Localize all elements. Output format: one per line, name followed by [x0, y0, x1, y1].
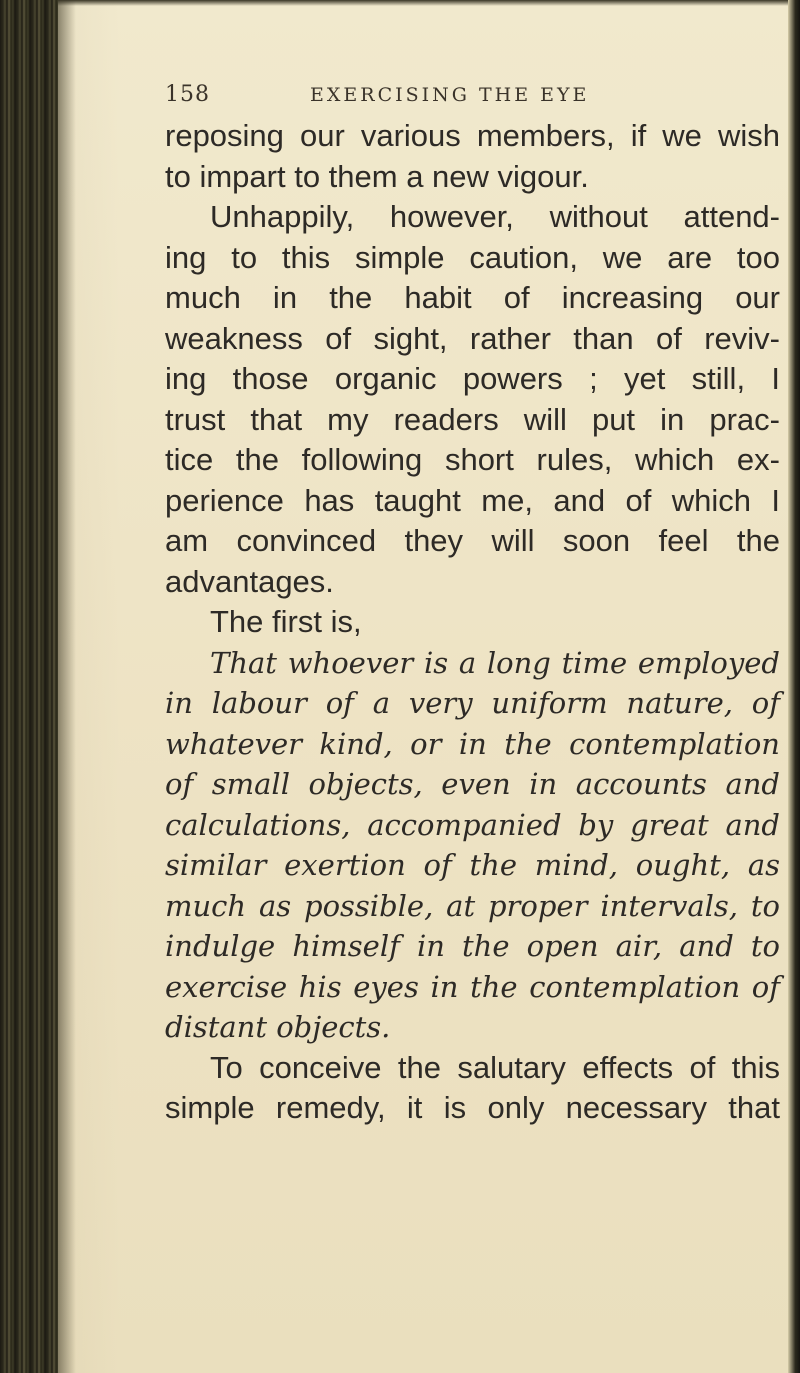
text-line: in labour of a very uniform nature, of: [165, 686, 780, 720]
page-number: 158: [165, 82, 210, 107]
text-line: trust that my readers will put in prac-: [165, 401, 780, 437]
text-line: simple remedy, it is only necessary that: [165, 1090, 780, 1125]
text-line: The first is,: [210, 604, 362, 639]
running-title: EXERCISING THE EYE: [310, 84, 590, 106]
text-line: indulge himself in the open air, and to: [165, 929, 780, 963]
body-text: [165, 116, 780, 1129]
gutter-shadow: [58, 0, 76, 1373]
text-line: That whoever is a long time employed: [210, 645, 780, 680]
text-line: exercise his eyes in the contemplation of: [165, 969, 780, 1004]
text-line: am convinced they will soon feel the: [165, 523, 780, 558]
page-top-edge: [58, 0, 800, 6]
text-line: of small objects, even in accounts and: [165, 767, 780, 801]
book-binding: [0, 0, 58, 1373]
text-line: ing those organic powers ; yet still, I: [165, 361, 780, 396]
page-header: [165, 82, 765, 112]
text-line: much in the habit of increasing our: [165, 280, 780, 315]
text-line: tice the following short rules, which ex-: [165, 442, 780, 477]
text-line: distant objects.: [165, 1010, 391, 1044]
text-line: ing to this simple caution, we are too: [165, 239, 780, 275]
text-line: reposing our various members, if we wish: [165, 118, 780, 153]
text-line: whatever kind, or in the contemplation: [165, 726, 780, 761]
text-line: similar exertion of the mind, ought, as: [165, 848, 780, 882]
text-line: advantages.: [165, 563, 334, 599]
text-line: much as possible, at proper intervals, to: [165, 888, 780, 923]
page-right-edge: [788, 0, 800, 1373]
text-line: perience has taught me, and of which I: [165, 482, 780, 518]
text-line: Unhappily, however, without attend-: [210, 199, 780, 234]
text-line: weakness of sight, rather than of reviv-: [165, 320, 780, 356]
text-line: to impart to them a new vigour.: [165, 158, 589, 194]
text-line: calculations, accompanied by great and: [165, 807, 780, 842]
text-line: To conceive the salutary effects of this: [210, 1049, 780, 1085]
